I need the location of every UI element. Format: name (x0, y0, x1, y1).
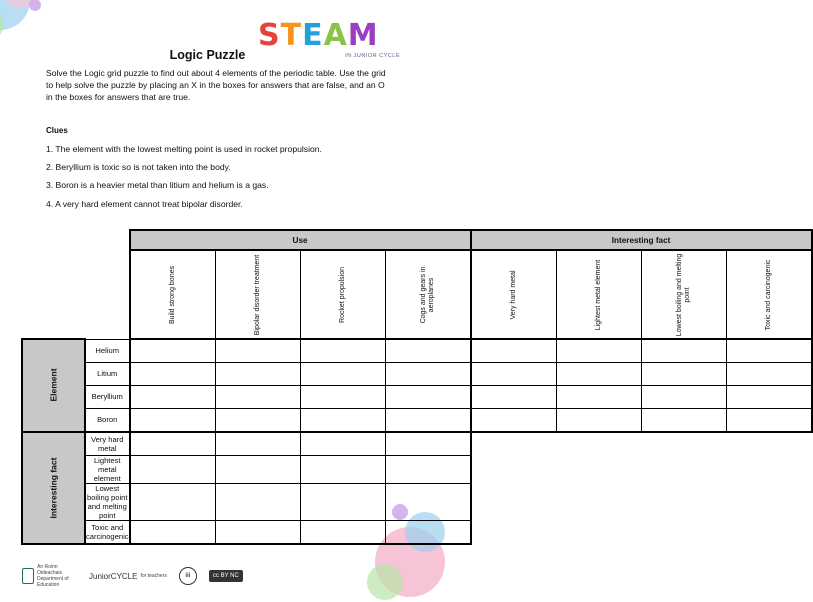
grid-cell[interactable] (215, 455, 300, 483)
grid-cell[interactable] (385, 385, 471, 408)
row-label: Lowest boiling point and melting point (85, 483, 130, 520)
clue-4: 4. A very hard element cannot treat bipolar disorder. (46, 199, 243, 209)
grid-cell[interactable] (215, 339, 300, 362)
harp-icon (22, 568, 34, 584)
grid-cell[interactable] (556, 339, 641, 362)
grid-cell[interactable] (471, 362, 557, 385)
row-label: Helium (85, 339, 130, 362)
grid-cell[interactable] (130, 455, 216, 483)
grid-cell[interactable] (215, 408, 300, 432)
clue-3: 3. Boron is a heavier metal than litium and helium is a gas. (46, 180, 269, 190)
grid-cell[interactable] (215, 362, 300, 385)
grid-cell[interactable] (300, 339, 385, 362)
intro-paragraph: Solve the Logic grid puzzle to find out about 4 elements of the periodic table. Use the grid to help solve the puzzle by placing an X in the boxes for answers that are false, and an O in the boxes for answers that are true. (46, 68, 386, 102)
column-header (556, 250, 641, 339)
clue-1: 1. The element with the lowest melting point is used in rocket propulsion. (46, 144, 322, 154)
use-header: Use (130, 230, 471, 250)
grid-cell[interactable] (556, 408, 641, 432)
grid-cell[interactable] (556, 385, 641, 408)
grid-cell[interactable] (385, 455, 471, 483)
logo-letter: T (280, 18, 303, 53)
column-header (215, 250, 300, 339)
grid-cell[interactable] (215, 432, 300, 456)
grid-cell[interactable] (215, 520, 300, 544)
element-group-header (22, 339, 85, 432)
column-header (641, 250, 726, 339)
page-title: Logic Puzzle (169, 48, 246, 62)
logic-grid (21, 229, 813, 545)
clue-2: 2. Beryllium is toxic so is not taken into the body. (46, 162, 231, 172)
grid-cell[interactable] (130, 339, 216, 362)
column-header-label: Lightest metal element (594, 259, 602, 330)
column-header (471, 250, 557, 339)
grid-cell[interactable] (130, 483, 216, 520)
column-header (130, 250, 216, 339)
grid-cell[interactable] (130, 408, 216, 432)
interesting-fact-group-header-label: Interesting fact (48, 457, 59, 518)
grid-cell[interactable] (215, 483, 300, 520)
grid-cell[interactable] (556, 362, 641, 385)
column-header-label: Very hard metal (509, 269, 517, 320)
grid-cell[interactable] (300, 432, 385, 456)
grid-cell[interactable] (130, 385, 216, 408)
circle-logo: iii (179, 567, 197, 585)
footer-logos (22, 566, 243, 586)
clues-heading: Clues (46, 126, 68, 135)
grid-cell[interactable] (130, 362, 216, 385)
grid-cell[interactable] (385, 362, 471, 385)
column-header (300, 250, 385, 339)
grid-cell[interactable] (300, 483, 385, 520)
grid-cell[interactable] (385, 408, 471, 432)
grid-cell[interactable] (641, 362, 726, 385)
grid-cell[interactable] (471, 385, 557, 408)
grid-cell[interactable] (726, 339, 812, 362)
grid-cell[interactable] (130, 432, 216, 456)
interesting-fact-header: Interesting fact (471, 230, 812, 250)
junior-cycle-logo: JuniorCYCLE for teachers (89, 571, 167, 581)
column-header (726, 250, 812, 339)
grid-cell[interactable] (300, 362, 385, 385)
column-header (385, 250, 471, 339)
logo-letter: A (323, 18, 348, 53)
row-label: Lightest metal element (85, 455, 130, 483)
department-of-education-logo: An Roinn Oideachais Department of Education (22, 564, 77, 588)
logo-letter: E (302, 18, 324, 53)
logo-letter: S (258, 18, 281, 53)
steam-logo-subtitle: IN JUNIOR CYCLE (345, 53, 400, 59)
grid-cell[interactable] (130, 520, 216, 544)
grid-cell[interactable] (385, 520, 471, 544)
grid-cell[interactable] (300, 455, 385, 483)
grid-cell[interactable] (385, 432, 471, 456)
grid-cell[interactable] (641, 408, 726, 432)
grid-cell[interactable] (726, 408, 812, 432)
grid-cell[interactable] (726, 385, 812, 408)
column-header-label: Cogs and gears in aeroplanes (419, 266, 435, 323)
grid-cell[interactable] (385, 339, 471, 362)
row-label: Litium (85, 362, 130, 385)
grid-cell[interactable] (471, 339, 557, 362)
grid-cell[interactable] (300, 520, 385, 544)
grid-cell[interactable] (300, 385, 385, 408)
column-header-label: Lowest boiling and melting point (675, 253, 691, 336)
column-header-label: Rocket propulsion (338, 266, 346, 323)
grid-cell[interactable] (641, 339, 726, 362)
grid-cell[interactable] (385, 483, 471, 520)
grid-cell[interactable] (300, 408, 385, 432)
creative-commons-badge: cc BY NC (209, 570, 243, 582)
column-header-label: Bipolar disorder treatment (253, 254, 261, 335)
logo-letter: M (347, 18, 379, 53)
grid-cell[interactable] (215, 385, 300, 408)
grid-cell[interactable] (726, 362, 812, 385)
row-label: Boron (85, 408, 130, 432)
row-label: Toxic and carcinogenic (85, 520, 130, 544)
interesting-fact-group-header (22, 432, 85, 544)
column-header-label: Toxic and carcinogenic (764, 259, 772, 330)
row-label: Very hard metal (85, 432, 130, 456)
column-header-label: Build strong bones (168, 265, 176, 324)
grid-cell[interactable] (641, 385, 726, 408)
element-group-header-label: Element (48, 368, 59, 402)
grid-cell[interactable] (471, 408, 557, 432)
row-label: Beryllium (85, 385, 130, 408)
